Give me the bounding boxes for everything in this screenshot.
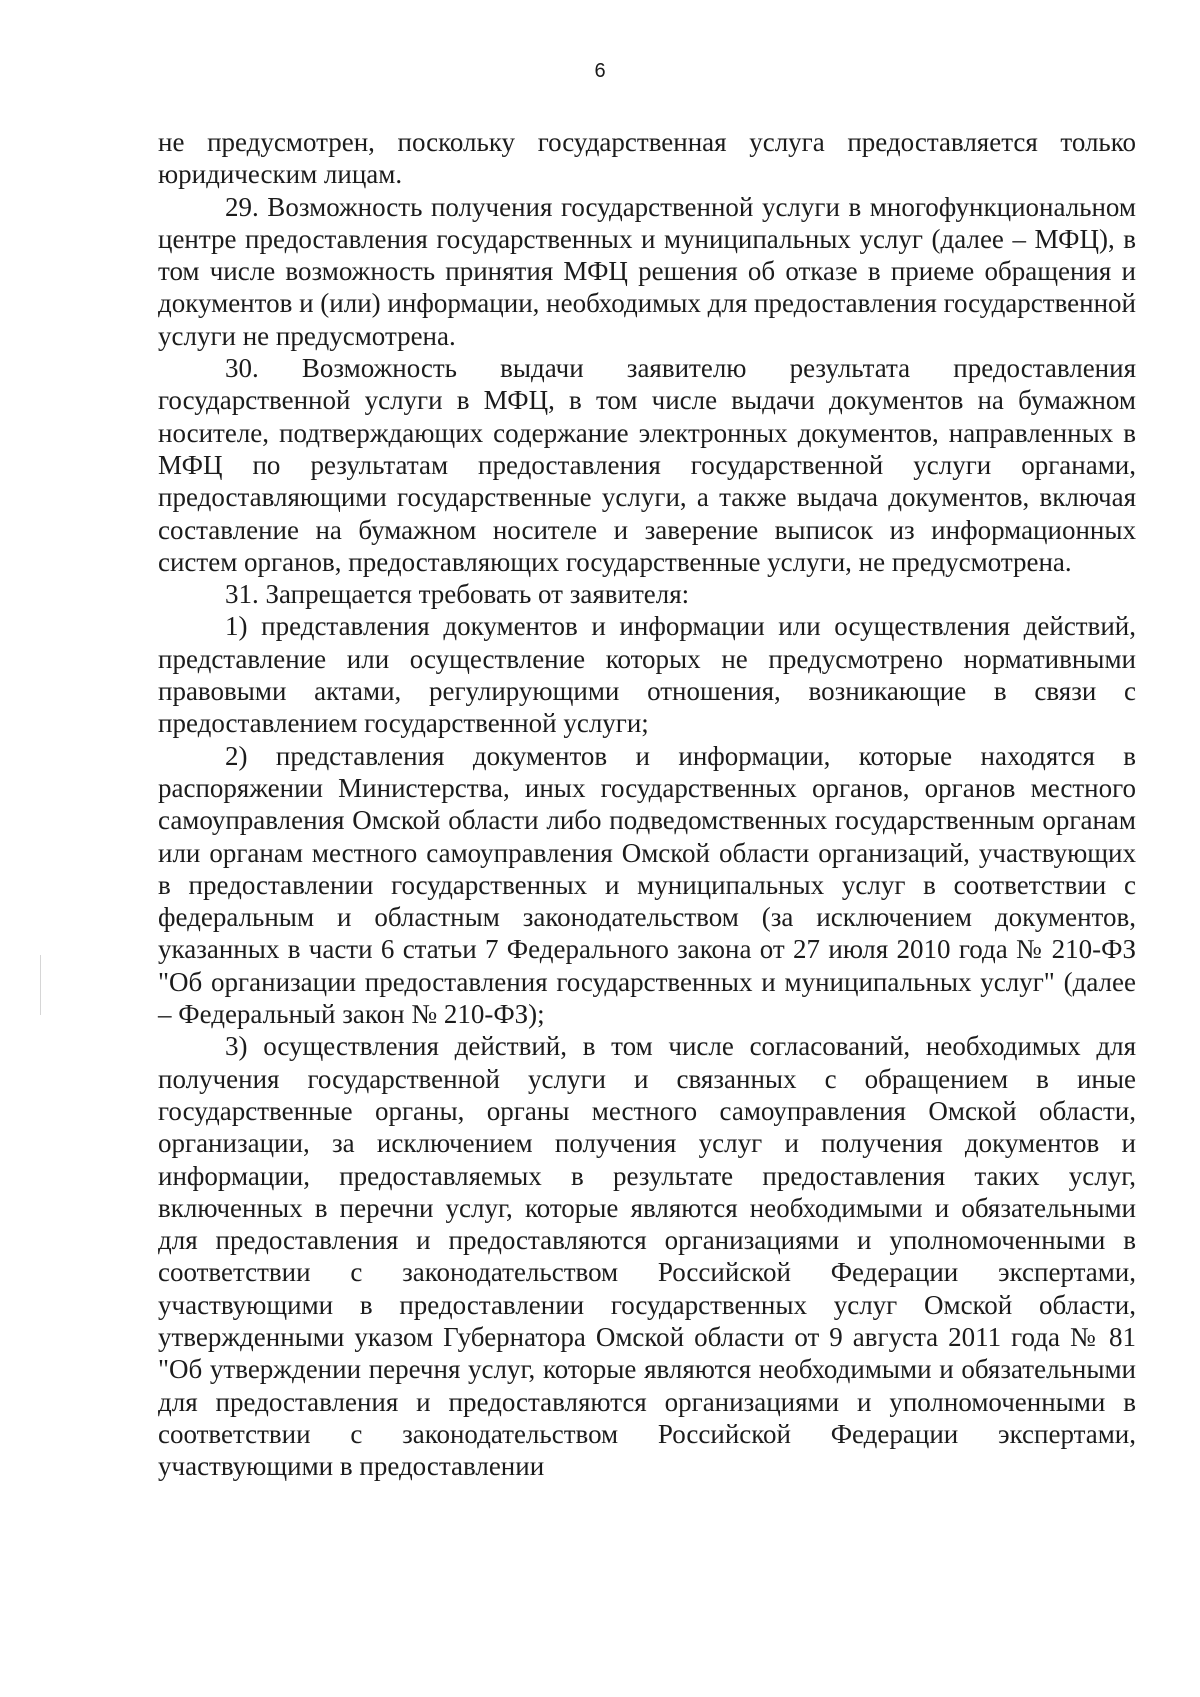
paragraph-31-item-3: 3) осуществления действий, в том числе согласований, необходимых для получения государственной услуги и связанных с обращением в иные государственные органы, органы местного самоуправления Омской области, организации, за исключением получения услуг и получения документов и информации, предоставляемых в результате предоставления таких услуг, включенных в перечни услуг, которые являются необходимыми и обязательными для предоставления и предоставляются организациями и уполномоченными в соответствии с законодательством Российской Федерации экспертами, участвующими в предоставлении государственных услуг Омской области, утвержденными указом Губернатора Омской области от 9 августа 2011 года № 81 "Об утверждении перечня услуг, которые являются необходимыми и обязательными для предоставления и предоставляются организациями и уполномоченными в соответствии с законодательством Российской Федерации экспертами, участвующими в предоставлении (158, 1031, 1136, 1482)
paragraph-30: 30. Возможность выдачи заявителю результата предоставления государственной услуги в МФЦ, в том числе выдачи документов на бумажном носителе, подтверждающих содержание электронных документов, направленных в МФЦ по результатам предоставления государственной услуги органами, предоставляющими государственные услуги, а также выдача документов, включая составление на бумажном носителе и заверение выписок из информационных систем органов, предоставляющих государственные услуги, не предусмотрена. (158, 353, 1136, 577)
paragraph-29: 29. Возможность получения государственной услуги в многофункциональном центре предоставления государственных и муниципальных услуг (далее – МФЦ), в том числе возможность принятия МФЦ решения об отказе в приеме обращения и документов и (или) информации, необходимых для предоставления государственной услуги не предусмотрена. (158, 191, 1136, 351)
paragraph-31-item-1: 1) представления документов и информации или осуществления действий, представление или осуществление которых не предусмотрено нормативными правовыми актами, регулирующими отношения, возникающие в связи с предоставлением государственной услуги; (158, 611, 1136, 739)
document-body (158, 126, 1136, 1482)
scan-margin-mark (40, 955, 41, 1015)
paragraph-continued: не предусмотрен, поскольку государственная услуга предоставляется только юридическим лицам. (158, 127, 1136, 190)
paragraph-31: 31. Запрещается требовать от заявителя: (225, 579, 690, 610)
paragraph-31-item-2: 2) представления документов и информации, которые находятся в распоряжении Министерства, иных государственных органов, органов местного самоуправления Омской области либо подведомственных государственным органам или органам местного самоуправления Омской области организаций, участвующих в предоставлении государственных и муниципальных услуг в соответствии с федеральным и областным законодательством (за исключением документов, указанных в части 6 статьи 7 Федерального закона от 27 июля 2010 года № 210-ФЗ "Об организации предоставления государственных и муниципальных услуг" (далее – Федеральный закон № 210-ФЗ); (158, 740, 1136, 1030)
page-number: 6 (594, 60, 606, 82)
